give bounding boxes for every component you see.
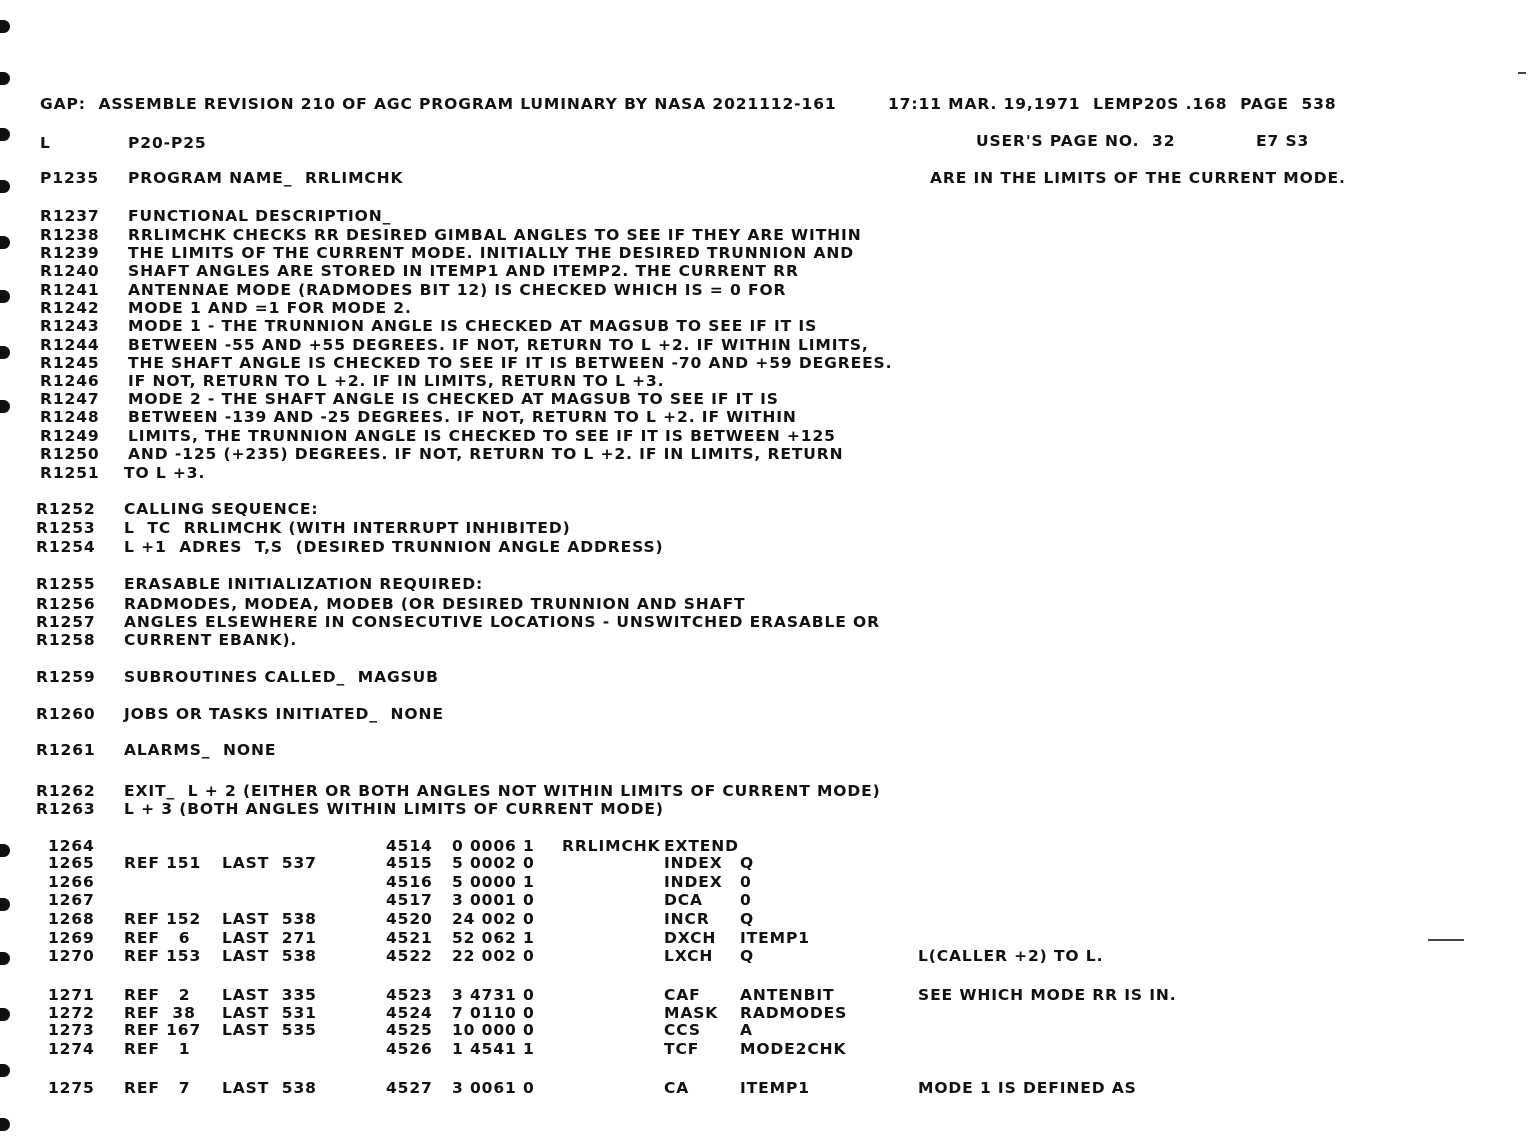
comment-line-text: SUBROUTINES CALLED_ MAGSUB [124, 668, 439, 686]
comment-line-number: R1244 [40, 336, 100, 354]
code-octal: 5 0002 0 [452, 854, 535, 872]
code-operand: Q [740, 910, 755, 928]
listing-date-page: 17:11 MAR. 19,1971 LEMP20S .168 PAGE 538 [888, 95, 1337, 113]
code-ref: REF 38 [124, 1004, 196, 1022]
code-octal: 7 0110 0 [452, 1004, 535, 1022]
code-address: 4515 [386, 854, 433, 872]
listing-header: GAP: ASSEMBLE REVISION 210 OF AGC PROGRAM LUMINARY BY NASA 2021112-161 [40, 95, 837, 113]
users-page-code: E7 S3 [1256, 132, 1310, 150]
code-opcode: INDEX [664, 873, 723, 891]
code-line-number: 1273 [48, 1021, 95, 1039]
comment-line-number: R1246 [40, 372, 100, 390]
comment-line-number: R1258 [36, 631, 96, 649]
comment-line-number: R1256 [36, 595, 96, 613]
comment-line-number: R1240 [40, 262, 100, 280]
comment-line-text: L TC RRLIMCHK (WITH INTERRUPT INHIBITED) [124, 519, 571, 537]
code-octal: 22 002 0 [452, 947, 535, 965]
code-address: 4527 [386, 1079, 433, 1097]
comment-line-text: CALLING SEQUENCE: [124, 500, 319, 518]
code-address: 4521 [386, 929, 433, 947]
punch-hole [0, 20, 10, 33]
punch-hole [0, 400, 10, 413]
code-opcode: CA [664, 1079, 690, 1097]
comment-line-text: FUNCTIONAL DESCRIPTION_ [128, 207, 392, 225]
comment-line-text: IF NOT, RETURN TO L +2. IF IN LIMITS, RETURN TO L +3. [128, 372, 665, 390]
comment-line-text: L + 3 (BOTH ANGLES WITHIN LIMITS OF CURRENT MODE) [124, 800, 664, 818]
comment-line-number: R1260 [36, 705, 96, 723]
comment-line-text: THE LIMITS OF THE CURRENT MODE. INITIALLY THE DESIRED TRUNNION AND [128, 244, 854, 262]
comment-line-text: ANGLES ELSEWHERE IN CONSECUTIVE LOCATIONS - UNSWITCHED ERASABLE OR [124, 613, 880, 631]
comment-line-number: R1262 [36, 782, 96, 800]
punch-hole [0, 180, 10, 193]
punch-hole [0, 1118, 10, 1131]
code-ref: REF 167 [124, 1021, 202, 1039]
code-address: 4520 [386, 910, 433, 928]
code-operand: A [740, 1021, 753, 1039]
comment-line-text: TO L +3. [124, 464, 206, 482]
comment-line-number: R1257 [36, 613, 96, 631]
code-operand: RADMODES [740, 1004, 848, 1022]
scan-mark [1518, 72, 1526, 74]
comment-line-number: R1259 [36, 668, 96, 686]
comment-line-text: MODE 1 - THE TRUNNION ANGLE IS CHECKED AT MAGSUB TO SEE IF IT IS [128, 317, 818, 335]
code-octal: 10 000 0 [452, 1021, 535, 1039]
comment-line-number: R1243 [40, 317, 100, 335]
code-opcode: LXCH [664, 947, 714, 965]
comment-line-text: MODE 1 AND =1 FOR MODE 2. [128, 299, 412, 317]
comment-line-text: THE SHAFT ANGLE IS CHECKED TO SEE IF IT IS BETWEEN -70 AND +59 DEGREES. [128, 354, 893, 372]
comment-line-number: R1261 [36, 741, 96, 759]
code-opcode: CCS [664, 1021, 701, 1039]
scan-mark [1428, 939, 1464, 941]
side-note: ARE IN THE LIMITS OF THE CURRENT MODE. [930, 169, 1346, 187]
comment-line-number: R1250 [40, 445, 100, 463]
comment-line-text: BETWEEN -139 AND -25 DEGREES. IF NOT, RETURN TO L +2. IF WITHIN [128, 408, 797, 426]
punch-hole [0, 128, 10, 141]
comment-line-text: PROGRAM NAME_ RRLIMCHK [128, 169, 404, 187]
code-octal: 5 0000 1 [452, 873, 535, 891]
code-operand: Q [740, 854, 755, 872]
code-address: 4523 [386, 986, 433, 1004]
code-octal: 3 0061 0 [452, 1079, 535, 1097]
code-line-number: 1268 [48, 910, 95, 928]
comment-line-number: R1255 [36, 575, 96, 593]
comment-line-text: ALARMS_ NONE [124, 741, 277, 759]
code-operand: ITEMP1 [740, 1079, 810, 1097]
code-line-number: 1266 [48, 873, 95, 891]
code-line-number: 1269 [48, 929, 95, 947]
code-ref: REF 1 [124, 1040, 191, 1058]
code-ref: REF 2 [124, 986, 191, 1004]
comment-line-text: MODE 2 - THE SHAFT ANGLE IS CHECKED AT MAGSUB TO SEE IF IT IS [128, 390, 779, 408]
code-opcode: MASK [664, 1004, 719, 1022]
comment-line-number: R1247 [40, 390, 100, 408]
comment-line-number: R1239 [40, 244, 100, 262]
comment-line-text: AND -125 (+235) DEGREES. IF NOT, RETURN TO L +2. IF IN LIMITS, RETURN [128, 445, 844, 463]
comment-line-text: CURRENT EBANK). [124, 631, 298, 649]
comment-line-text: LIMITS, THE TRUNNION ANGLE IS CHECKED TO SEE IF IT IS BETWEEN +125 [128, 427, 836, 445]
code-last: LAST 538 [222, 910, 317, 928]
code-ref: REF 7 [124, 1079, 191, 1097]
code-line-number: 1271 [48, 986, 95, 1004]
comment-line-text: RADMODES, MODEA, MODEB (OR DESIRED TRUNNION AND SHAFT [124, 595, 746, 613]
code-octal: 24 002 0 [452, 910, 535, 928]
comment-line-number: R1263 [36, 800, 96, 818]
code-address: 4516 [386, 873, 433, 891]
punch-hole [0, 1008, 10, 1021]
punch-hole [0, 72, 10, 85]
code-octal: 1 4541 1 [452, 1040, 535, 1058]
code-address: 4522 [386, 947, 433, 965]
comment-line-text: SHAFT ANGLES ARE STORED IN ITEMP1 AND ITEMP2. THE CURRENT RR [128, 262, 799, 280]
code-ref: REF 6 [124, 929, 191, 947]
comment-line-text: EXIT_ L + 2 (EITHER OR BOTH ANGLES NOT WITHIN LIMITS OF CURRENT MODE) [124, 782, 881, 800]
comment-line-number: R1242 [40, 299, 100, 317]
code-comment: SEE WHICH MODE RR IS IN. [918, 986, 1177, 1004]
comment-line-number: R1238 [40, 226, 100, 244]
code-address: 4517 [386, 891, 433, 909]
punch-hole [0, 290, 10, 303]
code-operand: MODE2CHK [740, 1040, 847, 1058]
code-line-number: 1270 [48, 947, 95, 965]
code-address: 4525 [386, 1021, 433, 1039]
code-last: LAST 538 [222, 1079, 317, 1097]
comment-line-text: BETWEEN -55 AND +55 DEGREES. IF NOT, RETURN TO L +2. IF WITHIN LIMITS, [128, 336, 869, 354]
code-address: 4514 [386, 837, 433, 855]
code-ref: REF 153 [124, 947, 202, 965]
comment-line-number: R1249 [40, 427, 100, 445]
punch-hole [0, 236, 10, 249]
users-page-number: USER'S PAGE NO. 32 [976, 132, 1176, 150]
code-comment: MODE 1 IS DEFINED AS [918, 1079, 1137, 1097]
comment-line-number: R1253 [36, 519, 96, 537]
comment-line-number: R1252 [36, 500, 96, 518]
punch-hole [0, 844, 10, 857]
code-opcode: EXTEND [664, 837, 739, 855]
punch-hole [0, 346, 10, 359]
code-last: LAST 531 [222, 1004, 317, 1022]
comment-line-number: R1254 [36, 538, 96, 556]
comment-line-text: RRLIMCHK CHECKS RR DESIRED GIMBAL ANGLES TO SEE IF THEY ARE WITHIN [128, 226, 862, 244]
comment-line-text: JOBS OR TASKS INITIATED_ NONE [124, 705, 444, 723]
code-ref: REF 152 [124, 910, 202, 928]
code-last: LAST 537 [222, 854, 317, 872]
code-opcode: TCF [664, 1040, 700, 1058]
code-last: LAST 538 [222, 947, 317, 965]
code-opcode: INDEX [664, 854, 723, 872]
code-operand: Q [740, 947, 755, 965]
code-line-number: 1274 [48, 1040, 95, 1058]
code-line-number: 1267 [48, 891, 95, 909]
code-label: RRLIMCHK [562, 837, 661, 855]
punch-hole [0, 1064, 10, 1077]
punch-hole [0, 952, 10, 965]
section-name: P20-P25 [128, 134, 207, 152]
comment-line-text: ANTENNAE MODE (RADMODES BIT 12) IS CHECKED WHICH IS = 0 FOR [128, 281, 787, 299]
code-octal: 0 0006 1 [452, 837, 535, 855]
comment-line-number: R1237 [40, 207, 100, 225]
code-address: 4524 [386, 1004, 433, 1022]
code-address: 4526 [386, 1040, 433, 1058]
code-operand: ITEMP1 [740, 929, 810, 947]
comment-line-text: L +1 ADRES T,S (DESIRED TRUNNION ANGLE ADDRESS) [124, 538, 664, 556]
code-last: LAST 335 [222, 986, 317, 1004]
code-comment: L(CALLER +2) TO L. [918, 947, 1104, 965]
code-opcode: DXCH [664, 929, 717, 947]
comment-line-number: R1248 [40, 408, 100, 426]
code-line-number: 1265 [48, 854, 95, 872]
code-line-number: 1264 [48, 837, 95, 855]
code-operand: 0 [740, 891, 752, 909]
code-opcode: DCA [664, 891, 703, 909]
code-operand: ANTENBIT [740, 986, 835, 1004]
comment-line-number: R1251 [40, 464, 100, 482]
code-ref: REF 151 [124, 854, 202, 872]
comment-line-text: ERASABLE INITIALIZATION REQUIRED: [124, 575, 484, 593]
comment-line-number: R1241 [40, 281, 100, 299]
code-operand: 0 [740, 873, 752, 891]
code-octal: 3 0001 0 [452, 891, 535, 909]
code-opcode: INCR [664, 910, 710, 928]
comment-line-number: R1245 [40, 354, 100, 372]
code-octal: 52 062 1 [452, 929, 535, 947]
code-opcode: CAF [664, 986, 701, 1004]
comment-line-number: P1235 [40, 169, 99, 187]
code-octal: 3 4731 0 [452, 986, 535, 1004]
section-marker: L [40, 134, 51, 152]
code-last: LAST 535 [222, 1021, 317, 1039]
code-line-number: 1272 [48, 1004, 95, 1022]
code-line-number: 1275 [48, 1079, 95, 1097]
code-last: LAST 271 [222, 929, 317, 947]
punch-hole [0, 898, 10, 911]
